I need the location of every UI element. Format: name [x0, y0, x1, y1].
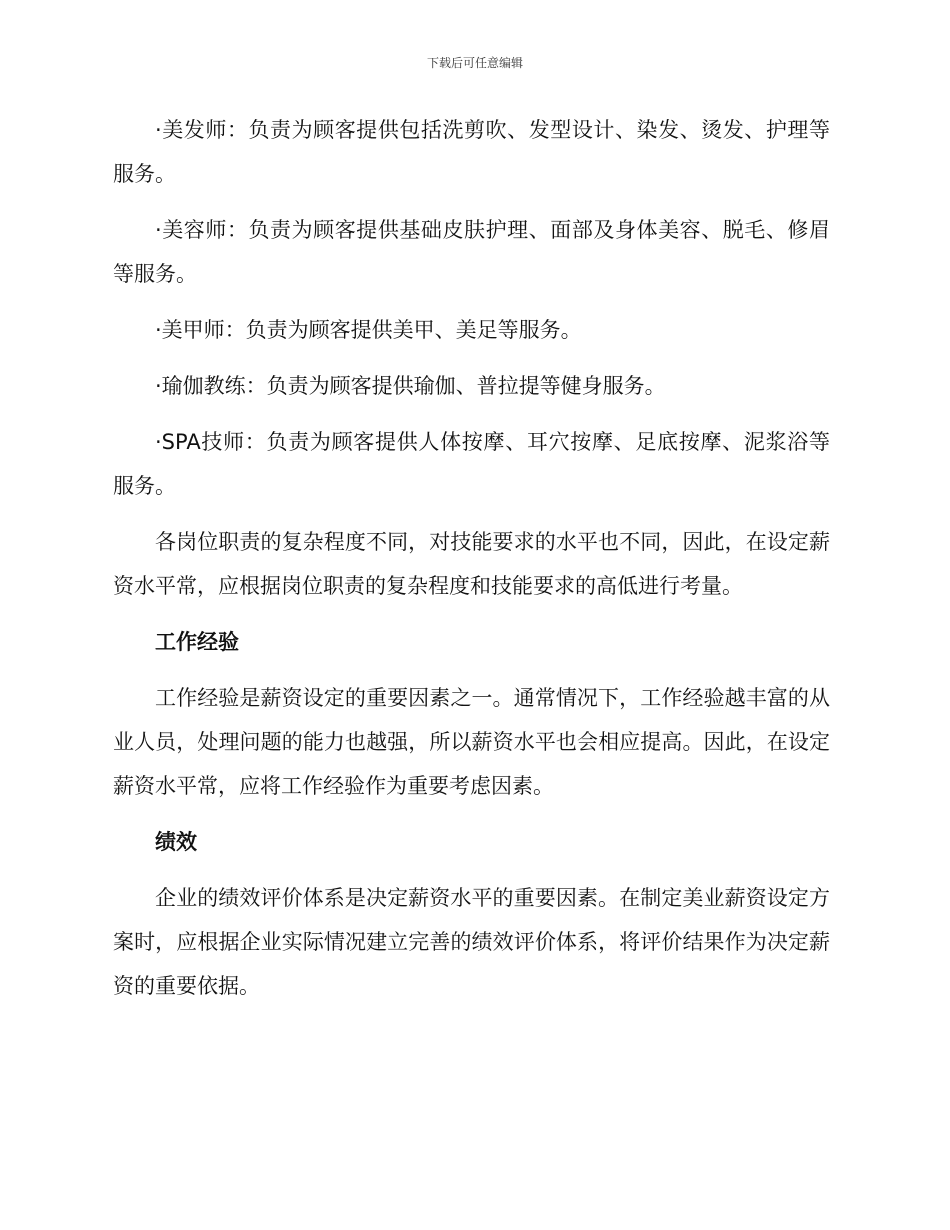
paragraph-job-complexity: 各岗位职责的复杂程度不同，对技能要求的水平也不同，因此，在设定薪资水平常，应根据岗位职责的复杂程度和技能要求的高低进行考量。: [113, 530, 830, 598]
bullet-manicurist: ·美甲师：负责为顾客提供美甲、美足等服务。: [155, 318, 582, 342]
document-body: [113, 108, 830, 1020]
heading-work-experience: 工作经验: [155, 630, 239, 654]
header-note: 下载后可任意编辑: [426, 56, 523, 70]
paragraph-performance: 企业的绩效评价体系是决定薪资水平的重要因素。在制定美业薪资设定方案时，应根据企业实际情况建立完善的绩效评价体系，将评价结果作为决定薪资的重要依据。: [113, 886, 830, 998]
bullet-spa-technician: ·SPA技师：负责为顾客提供人体按摩、耳穴按摩、足底按摩、泥浆浴等服务。: [113, 430, 830, 498]
paragraph-work-experience: 工作经验是薪资设定的重要因素之一。通常情况下，工作经验越丰富的从业人员，处理问题的能力也越强，所以薪资水平也会相应提高。因此，在设定薪资水平常，应将工作经验作为重要考虑因素。: [113, 686, 830, 798]
heading-performance: 绩效: [155, 830, 197, 854]
bullet-beautician: ·美容师：负责为顾客提供基础皮肤护理、面部及身体美容、脱毛、修眉等服务。: [113, 218, 830, 286]
bullet-yoga-coach: ·瑜伽教练：负责为顾客提供瑜伽、普拉提等健身服务。: [155, 374, 666, 398]
bullet-hairdresser: ·美发师：负责为顾客提供包括洗剪吹、发型设计、染发、烫发、护理等服务。: [113, 118, 830, 186]
